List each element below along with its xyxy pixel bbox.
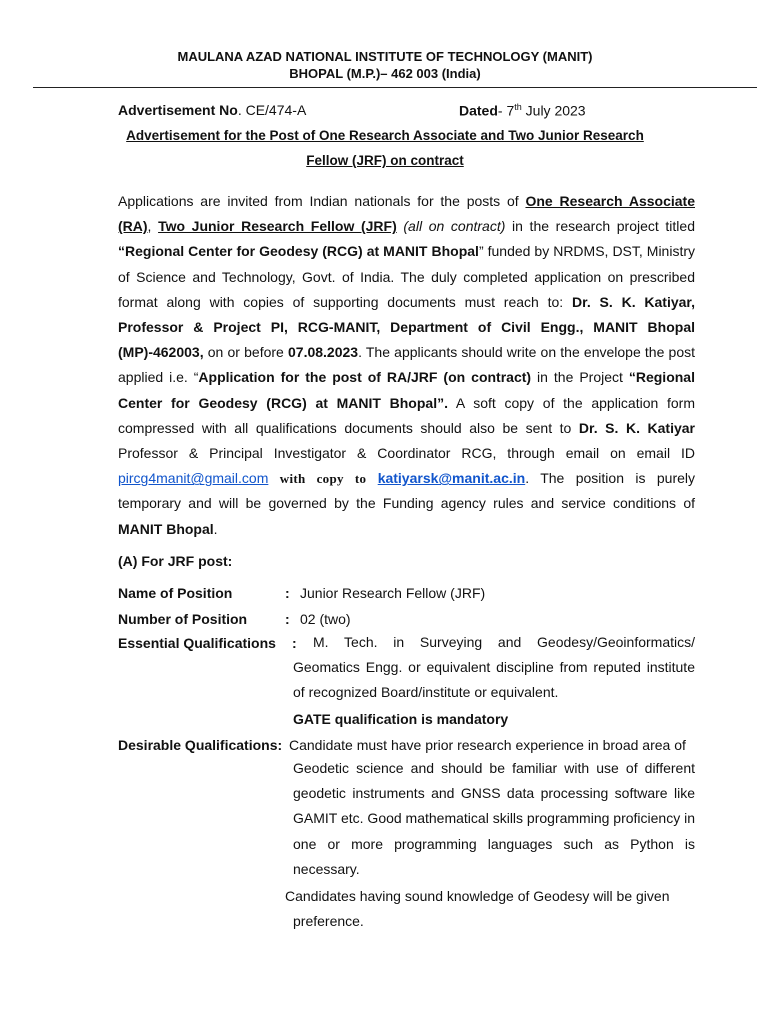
desirable-qualifications-text: Geodetic science and should be familiar with use of different geodetic instruments and GNSS data processing software like GAMIT etc. Good mathematical skills programming proficiency in one or more programming languages such as Python is necessary. — [293, 760, 695, 877]
body-text: A soft copy of the application form compressed with all qualifications documents should also be sent to — [118, 394, 695, 436]
institute-name: MAULANA AZAD NATIONAL INSTITUTE OF TECHNOLOGY (MANIT) — [177, 49, 593, 64]
advertisement-number — [118, 102, 306, 118]
preference-note-first-line: Candidates having sound knowledge of Geodesy will be given — [285, 888, 670, 904]
desirable-qualifications-first-line: Candidate must have prior research experience in broad area of — [289, 737, 686, 753]
body-text: in the Project — [531, 369, 629, 386]
body-text: in the research project titled — [505, 218, 695, 235]
gate-requirement: GATE qualification is mandatory — [293, 711, 509, 727]
contract-note: (all on contract) — [403, 218, 506, 235]
body-text: , — [147, 218, 159, 235]
number-of-position-value: 02 (two) — [300, 611, 351, 627]
advertisement-date — [459, 102, 586, 119]
jrf-section-title: (A) For JRF post: — [118, 553, 233, 569]
number-of-position-label: Number of Position — [118, 611, 248, 627]
email-link-katiyarsk[interactable]: katiyarsk@manit.ac.in — [377, 470, 526, 487]
desirable-qualifications-value — [293, 756, 695, 882]
preference-note-rest: preference. — [293, 913, 364, 929]
essential-qualifications-label: Essential Qualifications — [118, 635, 276, 651]
essential-qualifications-colon: : — [292, 635, 297, 651]
contact-person: Dr. S. K. Katiyar — [578, 419, 696, 436]
postal-address: Dr. S. K. Katiyar, Professor & Project PI, RCG-MANIT, Department of Civil Engg., MANIT Bhopal (MP)-462003, — [118, 293, 695, 361]
body-text: Professor & Principal Investigator & Coordinator RCG, through email on email ID — [118, 445, 695, 462]
body-text — [366, 470, 377, 486]
post-jrf: Two Junior Research Fellow (JRF) — [158, 218, 397, 235]
institute-address: BHOPAL (M.P.)– 462 003 (India) — [289, 66, 481, 81]
project-title: “Regional Center for Geodesy (RCG) at MANIT Bhopal — [118, 243, 479, 260]
advertisement-number-label: Advertisement No — [118, 102, 238, 118]
body-text: Applications are invited from Indian nationals for the posts of — [118, 193, 526, 209]
name-of-position-value: Junior Research Fellow (JRF) — [300, 585, 486, 601]
manit-bhopal: MANIT Bhopal — [118, 520, 214, 537]
date-label: Dated — [459, 102, 498, 119]
header-divider — [33, 87, 757, 88]
advertisement-title-line1: Advertisement for the Post of One Research Associate and Two Junior Research — [126, 128, 644, 143]
project-title-2: “Regional Center for Geodesy (RCG) at MANIT Bhopal”. — [118, 369, 695, 411]
desirable-qualifications-label: Desirable Qualifications: — [118, 737, 283, 753]
deadline-date: 07.08.2023 — [288, 344, 359, 361]
advertisement-number-value: . CE/474-A — [237, 102, 307, 118]
envelope-text: Application for the post of RA/JRF (on contract) — [198, 369, 532, 386]
essential-qualifications-value — [293, 630, 695, 706]
date-rest: July 2023 — [521, 102, 586, 119]
body-paragraph — [118, 189, 695, 542]
body-text: . The applicants should write on the envelope the post applied i.e. “ — [118, 344, 695, 386]
name-of-position-label: Name of Position — [118, 585, 233, 601]
advertisement-title-line2: Fellow (JRF) on contract — [306, 153, 464, 168]
body-text: . The position is purely temporary and will be governed by the Funding agency rules and service conditions of — [118, 470, 696, 512]
body-text — [268, 470, 279, 486]
name-of-position-colon: : — [285, 585, 290, 601]
post-ra: One Research Associate (RA) — [118, 193, 695, 235]
email-link-pircg4manit[interactable]: pircg4manit@gmail.com — [118, 470, 269, 487]
body-text: on or before — [203, 344, 288, 361]
body-text: . — [213, 520, 218, 537]
with-copy-to: with copy to — [279, 471, 367, 487]
body-text: ” funded by NRDMS, DST, Ministry of Science and Technology, Govt. of India. The duly completed application on prescribed format along with copies of supporting documents must reach to: — [118, 243, 695, 310]
number-of-position-colon: : — [285, 611, 290, 627]
essential-qualifications-text: M. Tech. in Surveying and Geodesy/Geoinformatics/ Geomatics Engg. or equivalent discipline from reputed institute of recognized Board/institute or equivalent. — [293, 634, 695, 701]
date-suffix: th — [514, 102, 522, 112]
date-prefix: - 7 — [497, 102, 515, 119]
